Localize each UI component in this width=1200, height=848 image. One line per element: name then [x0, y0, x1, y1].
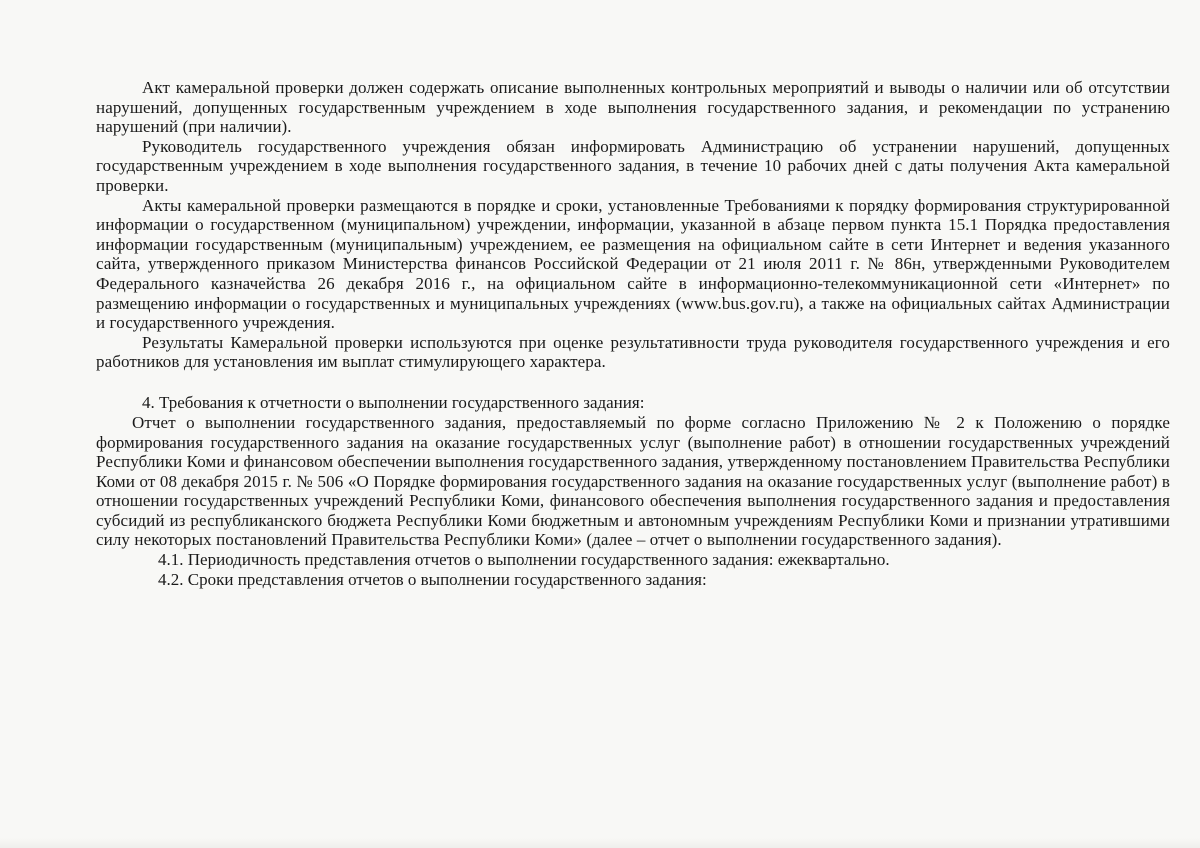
- paragraph-report-form: Отчет о выполнении государственного задания, предоставляемый по форме согласно Приложению № 2 к Положению о порядке формирования государственного задания на оказание государственных услуг (выполнение работ) в отношении государственных учреждений Республики Коми и финансовом обеспечении выполнения государственного задания, утвержденному постановлением Правительства Республики Коми от 08 декабря 2015 г. № 506 «О Порядке формирования государственного задания на оказание государственных услуг (выполнение работ) в отношении государственных учреждений Республики Коми, финансового обеспечения выполнения государственного задания и предоставления субсидий из республиканского бюджета Республики Коми бюджетным и автономным учреждениям Республики Коми и признании утратившими силу некоторых постановлений Правительства Республики Коми» (далее – отчет о выполнении государственного задания).: [96, 412, 1170, 550]
- paragraph-results-usage: Результаты Камеральной проверки используются при оценке результативности труда руководителя государственного учреждения и его работников для установления им выплат стимулирующего характера.: [96, 332, 1170, 372]
- item-periodicity: 4.1. Периодичность представления отчетов о выполнении государственного задания: ежеквартально.: [158, 550, 890, 570]
- paragraph-act-content: Акт камеральной проверки должен содержать описание выполненных контрольных мероприятий и выводы о наличии или об отсутствии нарушений, допущенных государственным учреждением в ходе выполнения государственного задания, и рекомендации по устранению нарушений (при наличии).: [96, 78, 1170, 137]
- item-deadlines: 4.2. Сроки представления отчетов о выполнении государственного задания:: [158, 570, 707, 590]
- paragraph-head-obligation: Руководитель государственного учреждения обязан информировать Администрацию об устранении нарушений, допущенных государственным учреждением в ходе выполнения государственного задания, в течение 10 рабочих дней с даты получения Акта камеральной проверки.: [96, 136, 1170, 195]
- paragraph-act-publication: Акты камеральной проверки размещаются в порядке и сроки, установленные Требованиями к порядку формирования структурированной информации о государственном (муниципальном) учреждении, информации, указанной в абзаце первом пункта 15.1 Порядка предоставления информации государственным (муниципальным) учреждением, ее размещения на официальном сайте в сети Интернет и ведения указанного сайта, утвержденного приказом Министерства финансов Российской Федерации от 21 июля 2011 г. № 86н, утвержденными Руководителем Федерального казначейства 26 декабря 2016 г., на официальном сайте в информационно-телекоммуникационной сети «Интернет» по размещению информации о государственных и муниципальных учреждениях (www.bus.gov.ru), а также на официальных сайтах Администрации и государственного учреждения.: [96, 195, 1170, 333]
- section-heading-reporting: 4. Требования к отчетности о выполнении государственного задания:: [142, 392, 645, 412]
